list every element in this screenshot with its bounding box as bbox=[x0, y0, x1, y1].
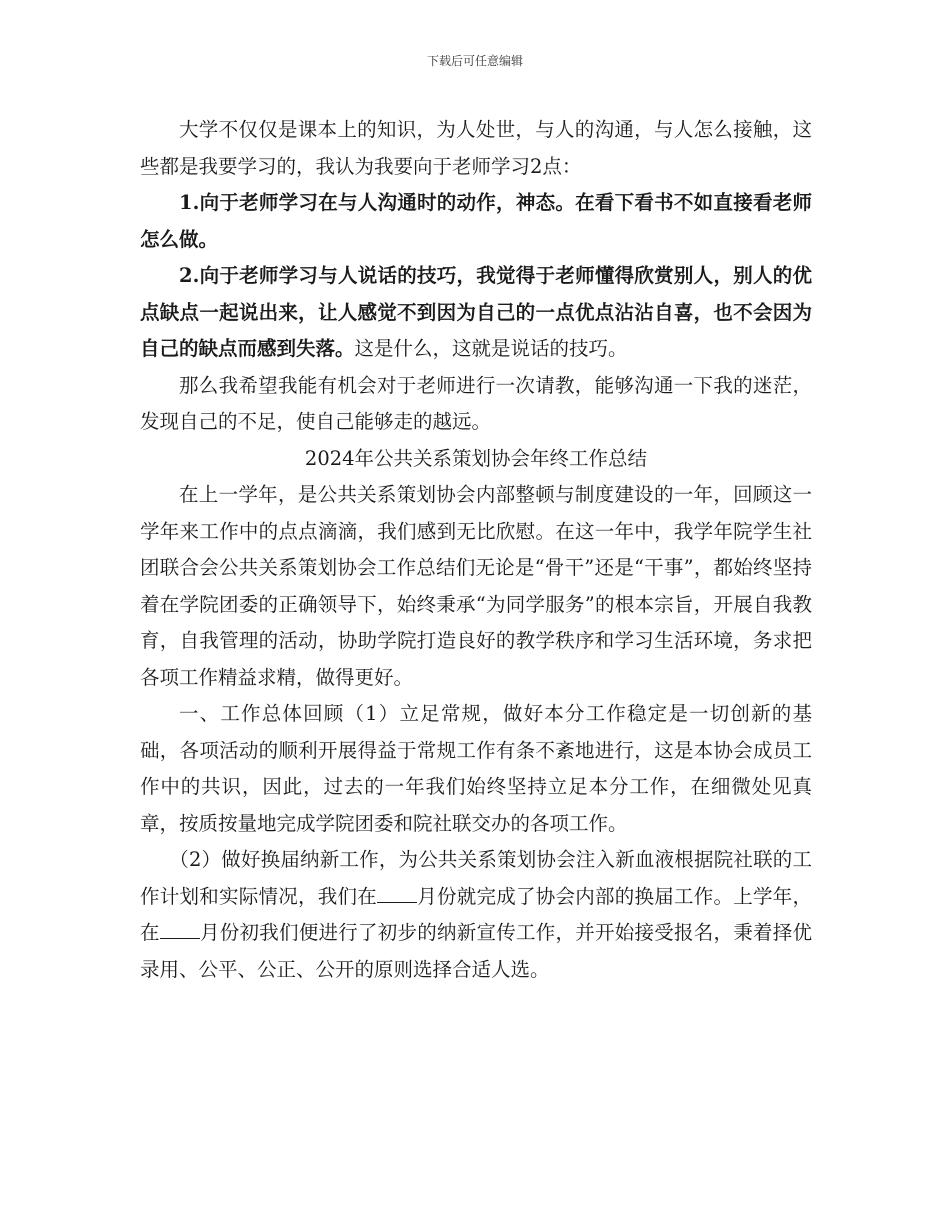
paragraph-intro: 大学不仅仅是课本上的知识，为人处世，与人的沟通，与人怎么接触，这些都是我要学习的，我认为我要向于老师学习2点： bbox=[140, 118, 812, 178]
month-blank-2 bbox=[160, 920, 200, 939]
paragraph-summary-intro: 在上一学年，是公共关系策划协会内部整顿与制度建设的一年，回顾这一学年来工作中的点点滴滴，我们感到无比欣慰。在这一年中，我学年院学生社团联合会公共关系策划协会工作总结们无论是“骨干”还是“干事”，都始终坚持着在学院团委的正确领导下，始终秉承“为同学服务”的根本宗旨，开展自我教育，自我管理的活动，协助学院打造良好的教学秩序和学习生活环境，务求把各项工作精益求精，做得更好。 bbox=[140, 483, 812, 689]
paragraph-point-1: 1.向于老师学习在与人沟通时的动作，神态。在看下看书不如直接看老师怎么做。 bbox=[140, 191, 812, 251]
paragraph-point-2 bbox=[140, 258, 812, 368]
recruitment-text-a: （2）做好换届纳新工作，为公共关系策划协会注入新血液根据院社联的工作计划和实际情况，我们在 bbox=[140, 848, 812, 908]
paragraph-work-review: 一、工作总体回顾（1）立足常规，做好本分工作稳定是一切创新的基础，各项活动的顺利开展得益于常规工作有条不紊地进行，这是本协会成员工作中的共识，因此，过去的一年我们始终坚持立足本分工作，在细微处见真章，按质按量地完成学院团委和院社联交办的各项工作。 bbox=[140, 702, 812, 835]
document-body bbox=[140, 112, 812, 988]
point-2-bold-text: 2.向于老师学习与人说话的技巧，我觉得于老师懂得欣赏别人，别人的优点缺点一起说出来，让人感觉不到因为自己的一点优点沾沾自喜，也不会因为自己的缺点而感到失落。 bbox=[140, 264, 812, 360]
recruitment-text-b: 月份就完成了协会内部的换届工作。上学年，在 bbox=[140, 884, 812, 944]
recruitment-text-c: 月份初我们便进行了初步的纳新宣传工作，并开始接受报名，秉着择优录用、公平、公正、公开的原则选择合适人选。 bbox=[140, 921, 812, 981]
month-blank-1 bbox=[377, 884, 417, 903]
page-header: 下载后可任意编辑 bbox=[426, 54, 523, 68]
section-title: 2024年公共关系策划协会年终工作总结 bbox=[304, 446, 648, 470]
point-2-normal-text: 这是什么，这就是说话的技巧。 bbox=[354, 337, 628, 360]
paragraph-recruitment bbox=[140, 842, 812, 988]
paragraph-hope: 那么我希望我能有机会对于老师进行一次请教，能够沟通一下我的迷茫，发现自己的不足，使自己能够走的越远。 bbox=[140, 373, 812, 433]
